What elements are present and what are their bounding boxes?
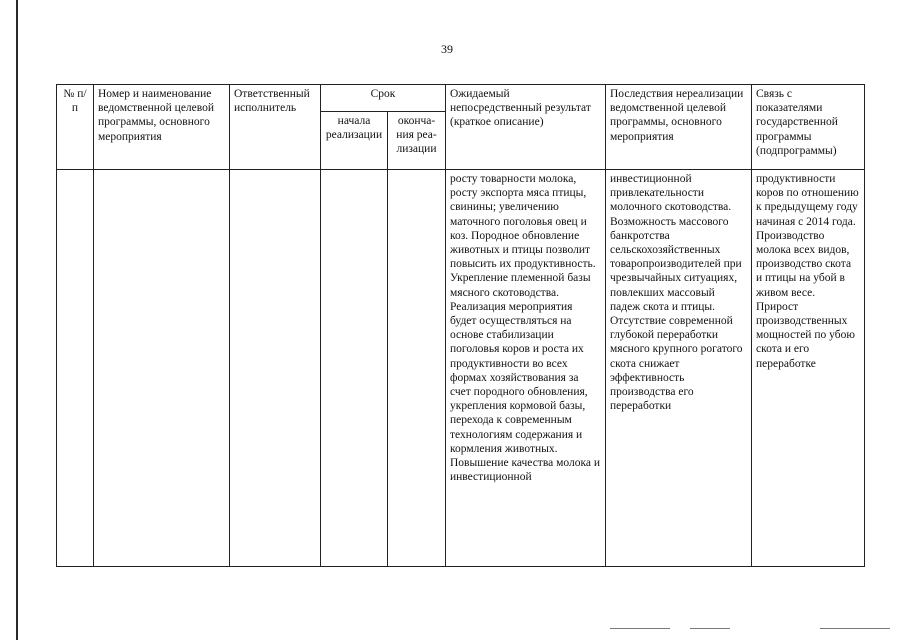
header-result: Ожидаемый непосредственный результат (краткое описание) [446,85,606,170]
cell-result: росту товарности молока, росту экспорта мяса птицы, свинины; увеличению маточного поголовья овец и коз. Породное обновление животных и птицы позволит повысить их продуктивность. Укрепление племенной базы мясного скотоводства. Реализация мероприятия будет осуществляться на основе стабилизации поголовья коров и роста их продуктивности во всех формах хозяйствования за счет породного обновления, укрепления кормовой базы, перехода к современным технологиям содержания и кормления животных. Повышение качества молока и инвестиционной [446,170,606,567]
scan-artifact [820,628,890,629]
header-executor: Ответственный исполнитель [230,85,321,170]
cell-term-end [388,170,446,567]
header-term: Срок [321,85,446,112]
header-program: Номер и наименование ведомственной целевой программы, основного мероприятия [94,85,230,170]
cell-link: продуктивности коров по отношению к предыдущему году начиная с 2014 года. Производство молока всех видов, производство скота и птицы на убой в живом весе. Прирост производственных мощностей по убою скота и его переработке [752,170,865,567]
cell-executor [230,170,321,567]
scan-artifact [690,628,730,629]
cell-term-start [321,170,388,567]
cell-program [94,170,230,567]
cell-num [57,170,94,567]
scan-left-edge [16,0,18,640]
program-table [56,84,865,567]
header-consequences: Последствия нереализации ведомственной целевой программы, основного мероприятия [606,85,752,170]
page-number: 39 [441,42,453,56]
header-row [57,85,865,112]
header-term-start: начала реализации [321,112,388,170]
table-row [57,170,865,567]
header-term-end: оконча-ния реа-лизации [388,112,446,170]
header-link: Связь с показателями государственной программы (подпрограммы) [752,85,865,170]
cell-consequences: инвестиционной привлекательности молочного скотоводства. Возможность массового банкротства сельскохозяйственных товаропроизводителей при чрезвычайных ситуациях, повлекших массовый падеж скота и птицы. Отсутствие современной глубокой переработки мясного крупного рогатого скота снижает эффективность производства его переработки [606,170,752,567]
scan-artifact [610,628,670,629]
header-num: № п/п [57,85,94,170]
